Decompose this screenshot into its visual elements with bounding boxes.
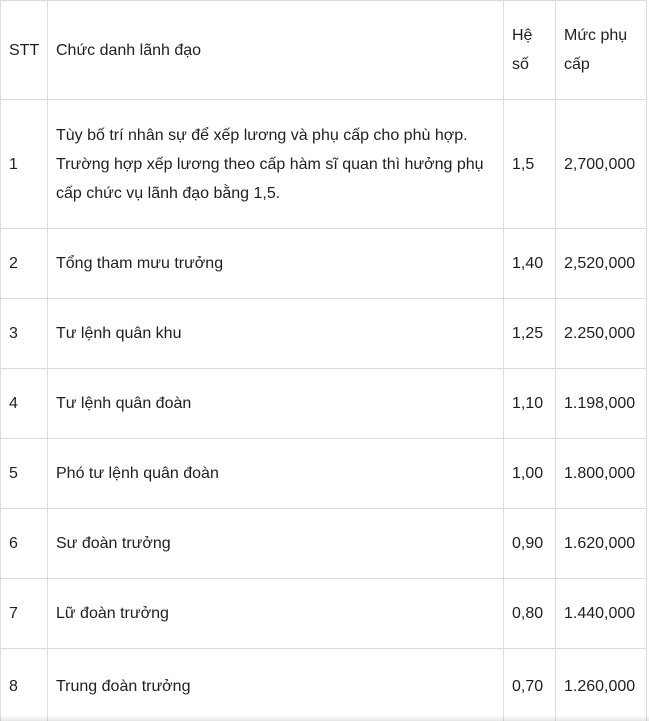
- cell-allowance: 1.440,000: [556, 579, 647, 649]
- cell-title: Tổng tham mưu trưởng: [48, 229, 504, 299]
- table-row: [1, 299, 647, 369]
- cell-title: Sư đoàn trưởng: [48, 509, 504, 579]
- cell-coefficient: 0,90: [504, 509, 556, 579]
- cell-coefficient: 1,00: [504, 439, 556, 509]
- header-stt: STT: [1, 1, 48, 100]
- table-row: [1, 369, 647, 439]
- cell-stt: 7: [1, 579, 48, 649]
- table-row: [1, 579, 647, 649]
- cell-allowance: 2,520,000: [556, 229, 647, 299]
- cell-coefficient: 0,80: [504, 579, 556, 649]
- table-header-row: [1, 1, 647, 100]
- cell-stt: 1: [1, 100, 48, 229]
- cell-stt: 4: [1, 369, 48, 439]
- cell-stt: 5: [1, 439, 48, 509]
- table-row: [1, 439, 647, 509]
- cell-coefficient: 0,70: [504, 649, 556, 721]
- cell-coefficient: 1,40: [504, 229, 556, 299]
- cell-coefficient: 1,10: [504, 369, 556, 439]
- header-title: Chức danh lãnh đạo: [48, 1, 504, 100]
- cell-title: Tư lệnh quân đoàn: [48, 369, 504, 439]
- table-row: [1, 100, 647, 229]
- cell-title: Tùy bố trí nhân sự để xếp lương và phụ cấp cho phù hợp. Trường hợp xếp lương theo cấp hàm sĩ quan thì hưởng phụ cấp chức vụ lãnh đạo bằng 1,5.: [48, 100, 504, 229]
- cell-allowance: 1.800,000: [556, 439, 647, 509]
- cell-coefficient: 1,25: [504, 299, 556, 369]
- cell-allowance: 2,700,000: [556, 100, 647, 229]
- cell-allowance: 2.250,000: [556, 299, 647, 369]
- cell-allowance: 1.198,000: [556, 369, 647, 439]
- table-row: [1, 649, 647, 721]
- cell-title: Lữ đoàn trưởng: [48, 579, 504, 649]
- cell-allowance: 1.260,000: [556, 649, 647, 721]
- cell-stt: 2: [1, 229, 48, 299]
- header-coefficient: Hệ số: [504, 1, 556, 100]
- table-row: [1, 509, 647, 579]
- cell-title: Trung đoàn trưởng: [48, 649, 504, 721]
- cell-allowance: 1.620,000: [556, 509, 647, 579]
- table-row: [1, 229, 647, 299]
- cell-title: Tư lệnh quân khu: [48, 299, 504, 369]
- cell-stt: 8: [1, 649, 48, 721]
- cell-stt: 6: [1, 509, 48, 579]
- header-allowance: Mức phụ cấp: [556, 1, 647, 100]
- cell-coefficient: 1,5: [504, 100, 556, 229]
- cell-stt: 3: [1, 299, 48, 369]
- cell-title: Phó tư lệnh quân đoàn: [48, 439, 504, 509]
